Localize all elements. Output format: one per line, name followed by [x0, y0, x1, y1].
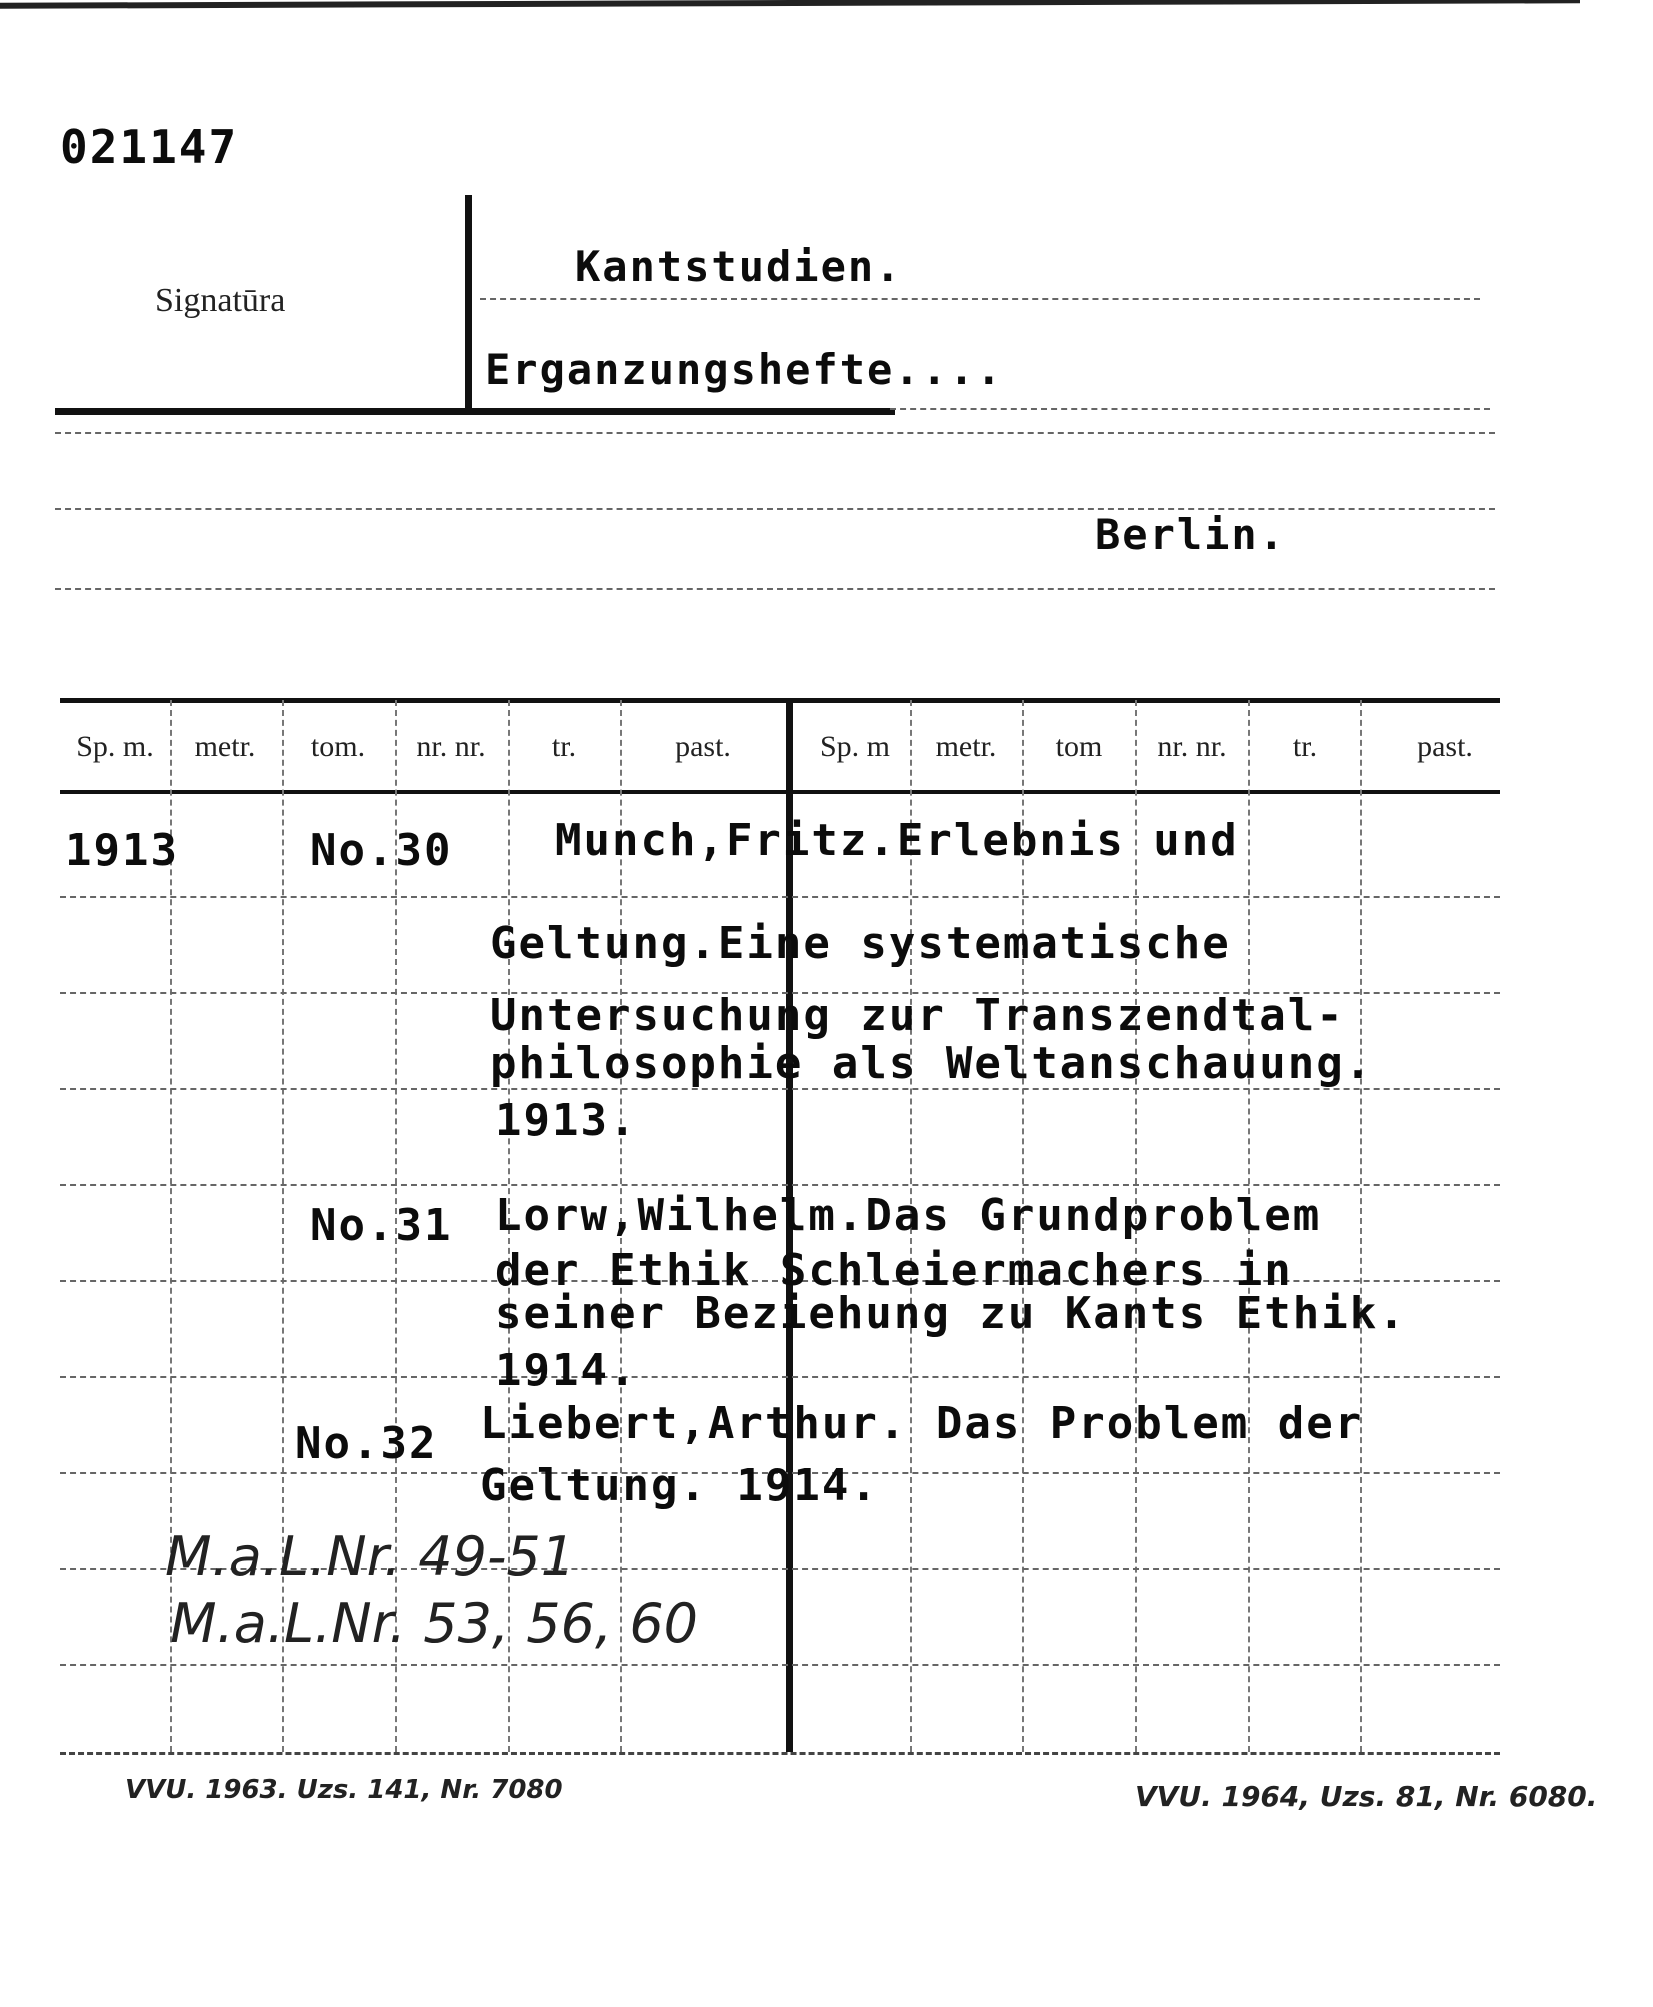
ruled-line	[55, 588, 1495, 590]
column-rule	[1360, 700, 1362, 1752]
entry-text: Lorw,Wilhelm.Das Grundproblem	[495, 1190, 1322, 1241]
column-header: Sp. m.	[76, 730, 154, 763]
entry-text: philosophie als Weltanschauung.	[490, 1038, 1374, 1089]
column-header: metr.	[194, 730, 256, 763]
column-header: tom.	[310, 730, 366, 763]
column-header: past.	[1417, 730, 1473, 763]
table-top-rule	[60, 698, 1500, 703]
subtitle: Erganzungshefte....	[485, 345, 1004, 394]
row-rule	[60, 1184, 1500, 1186]
row-rule	[60, 1376, 1500, 1378]
card-top-edge	[0, 0, 1580, 9]
header-rule-extension	[890, 408, 1490, 410]
header-rule	[55, 408, 895, 415]
entry-year: 1913	[65, 825, 179, 876]
column-header: tr.	[1292, 730, 1318, 763]
entry-number: No.31	[310, 1200, 453, 1251]
handwritten-note: M.a.L.Nr. 49-51	[165, 1525, 576, 1588]
entry-text: seiner Beziehung zu Kants Ethik.	[495, 1288, 1407, 1339]
place: Berlin.	[1095, 510, 1287, 559]
ruled-line	[55, 432, 1495, 434]
column-header: tr.	[551, 730, 577, 763]
column-header: metr.	[935, 730, 997, 763]
entry-text: 1914.	[495, 1345, 638, 1396]
column-header: tom	[1055, 730, 1103, 763]
handwritten-note: M.a.L.Nr. 53, 56, 60	[170, 1592, 699, 1655]
signature-divider	[465, 195, 472, 410]
column-header: Sp. m	[819, 730, 891, 763]
entry-text: der Ethik Schleiermachers in	[495, 1245, 1293, 1296]
entry-number: No.30	[310, 825, 453, 876]
row-rule	[60, 896, 1500, 898]
card-number: 021147	[60, 120, 239, 174]
column-header: past.	[675, 730, 731, 763]
table-bottom-rule	[60, 1752, 1500, 1755]
footer-note-left: VVU. 1963. Uzs. 141, Nr. 7080	[125, 1775, 563, 1805]
title-rule	[480, 298, 1480, 300]
entry-text: Untersuchung zur Transzendtal-	[490, 990, 1345, 1041]
entry-text: Geltung. 1914.	[480, 1460, 879, 1511]
signature-label: Signatūra	[155, 282, 286, 319]
column-header: nr. nr.	[1157, 730, 1227, 763]
entry-number: No.32	[295, 1418, 438, 1469]
row-rule	[60, 1664, 1500, 1666]
footer-note-right: VVU. 1964, Uzs. 81, Nr. 6080.	[1135, 1780, 1598, 1813]
column-header: nr. nr.	[416, 730, 486, 763]
entry-text: 1913.	[495, 1095, 638, 1146]
entry-text: Munch,Fritz.Erlebnis und	[555, 815, 1239, 866]
entry-text: Liebert,Arthur. Das Problem der	[480, 1398, 1364, 1449]
table-header-rule	[60, 790, 1500, 794]
title: Kantstudien.	[575, 242, 903, 291]
entry-text: Geltung.Eine systematische	[490, 918, 1231, 969]
